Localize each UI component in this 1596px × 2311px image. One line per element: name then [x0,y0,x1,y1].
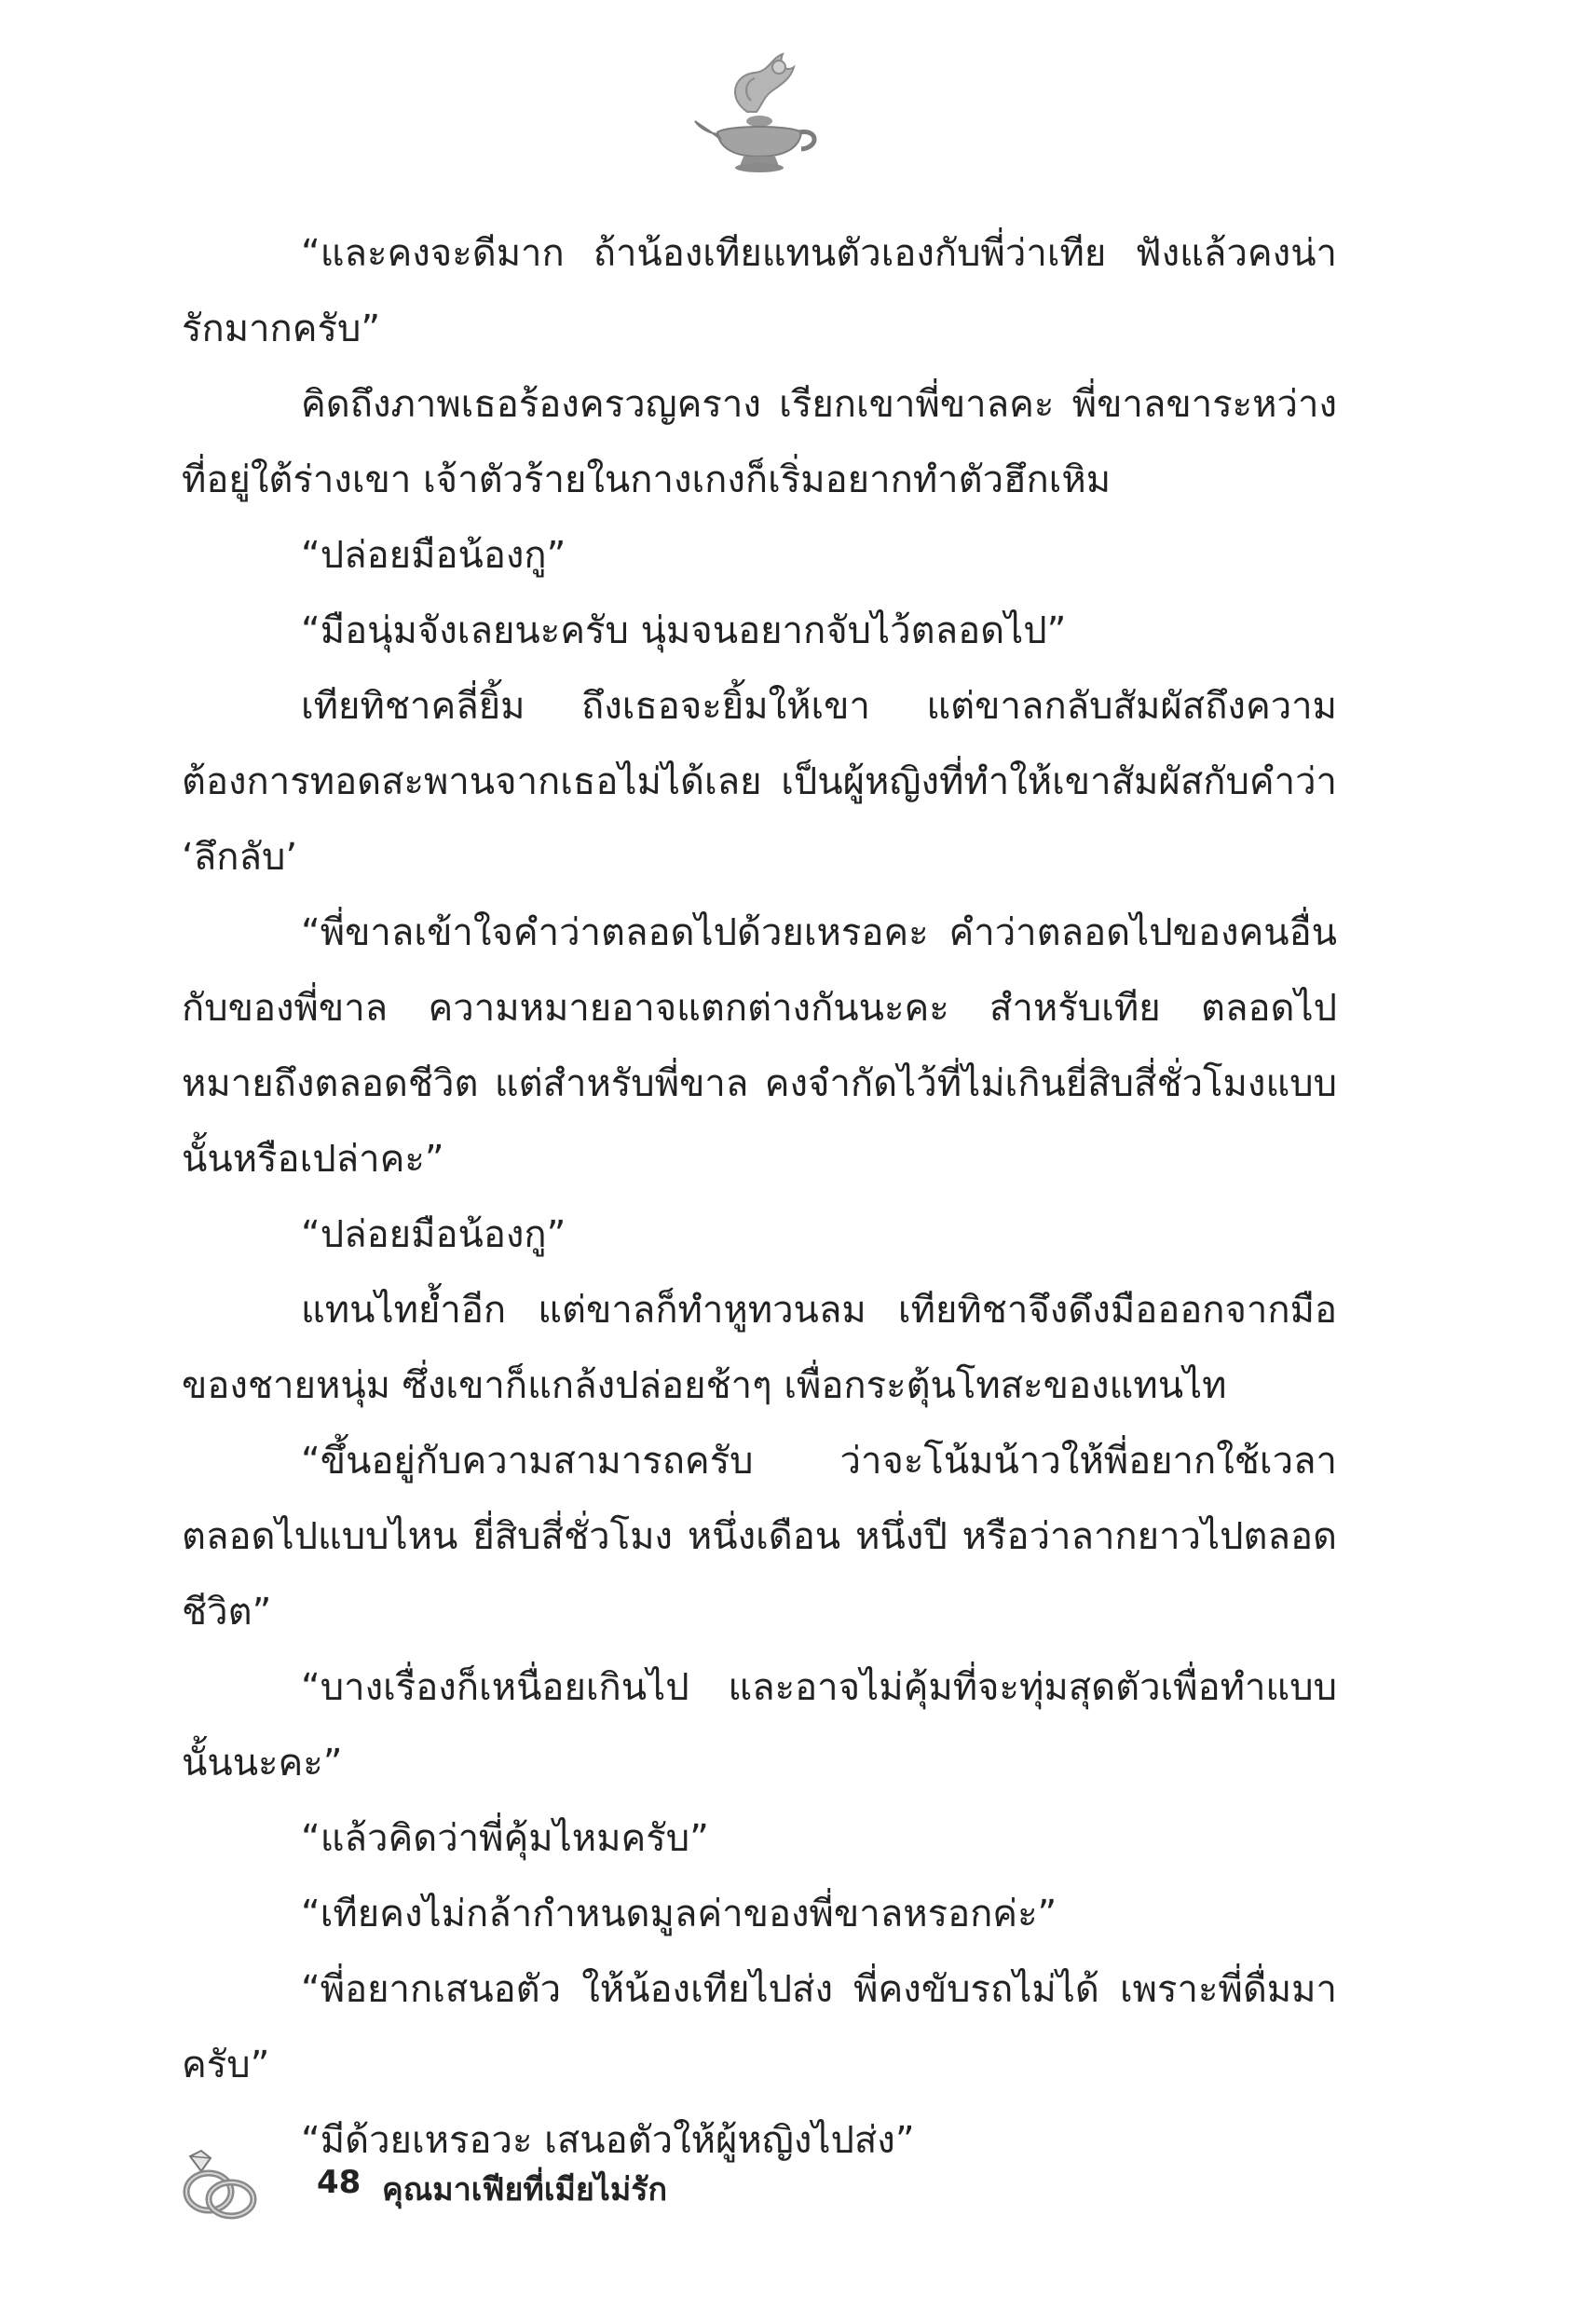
story-text [182,216,1337,2179]
paragraph: “ขึ้นอยู่กับความสามารถครับ ว่าจะโน้มน้าวให้พี่อยากใช้เวลาตลอดไปแบบไหน ยี่สิบสี่ชั่วโมง หนึ่งเดือน หนึ่งปี หรือว่าลากยาวไปตลอดชีวิต” [182,1440,1337,1634]
paragraph: “ปล่อยมือน้องกู” [301,1213,566,1256]
paragraph: “แล้วคิดว่าพี่คุ้มไหมครับ” [301,1817,709,1860]
paragraph: “มีด้วยเหรอวะ เสนอตัวให้ผู้หญิงไปส่ง” [301,2119,915,2162]
paragraph: “บางเรื่องก็เหนื่อยเกินไป และอาจไม่คุ้มที่จะทุ่มสุดตัวเพื่อทำแบบนั้นนะคะ” [182,1666,1337,1785]
paragraph: “พี่ขาลเข้าใจคำว่าตลอดไปด้วยเหรอคะ คำว่าตลอดไปของคนอื่นกับของพี่ขาล ความหมายอาจแตกต่างกันนะคะ สำหรับเทีย ตลอดไปหมายถึงตลอดชีวิต แต่สำหรับพี่ขาล คงจำกัดไว้ที่ไม่เกินยี่สิบสี่ชั่วโมงแบบนั้นหรือเปล่าคะ” [182,911,1337,1181]
paragraph: “ปล่อยมือน้องกู” [301,534,566,577]
genie-lamp-icon [689,47,829,177]
paragraph: “พี่อยากเสนอตัว ให้น้องเทียไปส่ง พี่คงขับรถไม่ได้ เพราะพี่ดื่มมาครับ” [182,1968,1337,2086]
wedding-rings-icon [177,2143,261,2227]
paragraph: “เทียคงไม่กล้ากำหนดมูลค่าของพี่ขาลหรอกค่ะ” [301,1893,1057,1935]
book-title: คุณมาเฟียที่เมียไม่รัก [382,2171,668,2208]
paragraph: “และคงจะดีมาก ถ้าน้องเทียแทนตัวเองกับพี่ว่าเทีย ฟังแล้วคงน่ารักมากครับ” [182,232,1337,350]
paragraph: เทียทิชาคลี่ยิ้ม ถึงเธอจะยิ้มให้เขา แต่ขาลกลับสัมผัสถึงความต้องการทอดสะพานจากเธอไม่ได้เลย เป็นผู้หญิงที่ทำให้เขาสัมผัสกับคำว่า ‘ลึกลับ’ [182,685,1337,879]
page-footer [177,2143,829,2227]
page-number: 48 [317,2164,361,2201]
paragraph: “มือนุ่มจังเลยนะครับ นุ่มจนอยากจับไว้ตลอดไป” [301,609,1067,652]
paragraph: แทนไทย้ำอีก แต่ขาลก็ทำหูทวนลม เทียทิชาจึงดึงมือออกจากมือของชายหนุ่ม ซึ่งเขาก็แกล้งปล่อยช้าๆ เพื่อกระตุ้นโทสะของแทนไท [182,1289,1337,1407]
paragraph: คิดถึงภาพเธอร้องครวญคราง เรียกเขาพี่ขาลคะ พี่ขาลขาระหว่างที่อยู่ใต้ร่างเขา เจ้าตัวร้ายในกางเกงก็เริ่มอยากทำตัวฮึกเหิม [182,383,1337,501]
